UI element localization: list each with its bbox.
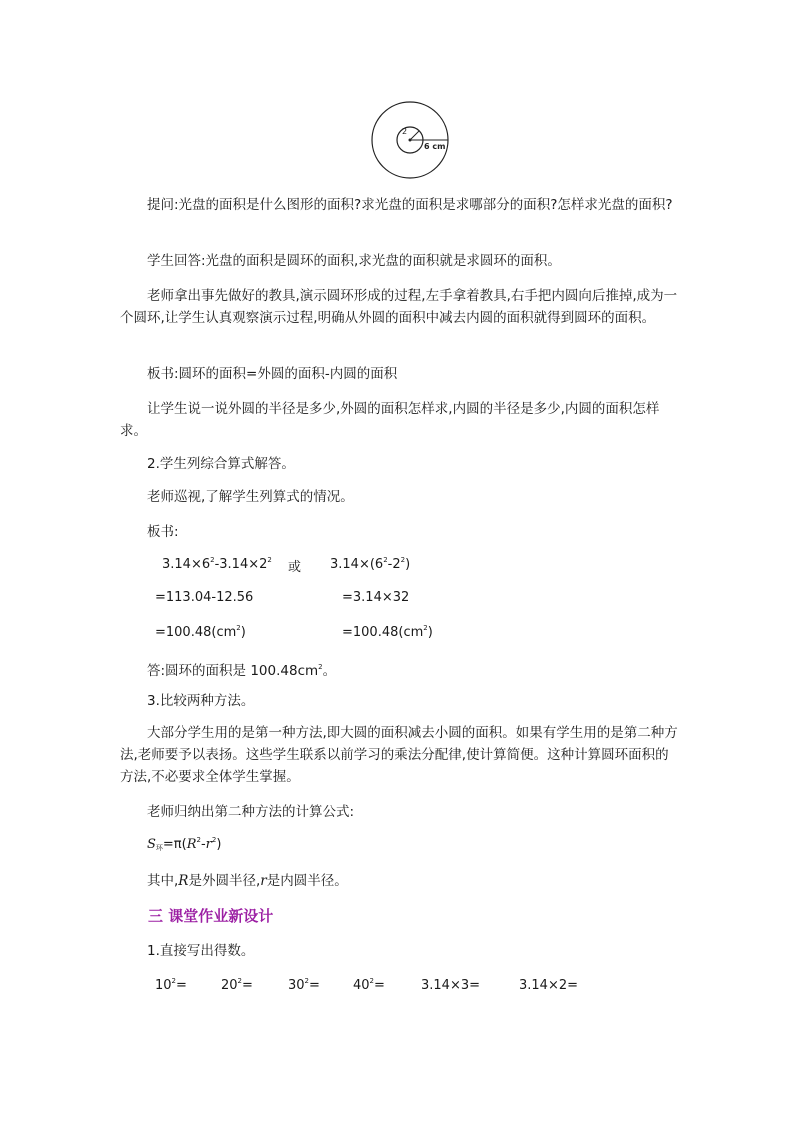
board-note-2: 板书: bbox=[147, 524, 179, 540]
step-2: 2.学生列综合算式解答。 bbox=[147, 456, 295, 472]
exercise-item: $40^2=$ bbox=[353, 977, 385, 993]
center-dot bbox=[409, 139, 412, 142]
exercise-item: $20^2=$ bbox=[221, 977, 253, 993]
step-3: 3.比较两种方法。 bbox=[147, 693, 255, 709]
inner-radius-line bbox=[410, 131, 419, 140]
calc-row-2-right: =3.14×32 bbox=[342, 590, 410, 605]
student-answer-paragraph: 学生回答:光盘的面积是圆环的面积,求光盘的面积就是求圆环的面积。 bbox=[147, 253, 561, 269]
annulus-figure bbox=[370, 100, 452, 182]
compare-paragraph: 大部分学生用的是第一种方法,即大圆的面积减去小圆的面积。如果有学生用的是第二种方法,老师要予以表扬。这些学生联系以前学习的乘法分配律,使计算简便。这种计算圆环面积的方法,不必要求全体学生掌握。 bbox=[120, 725, 678, 785]
calc-or-label: 或 bbox=[288, 560, 302, 575]
exercise-title: 1.直接写出得数。 bbox=[147, 943, 255, 959]
teacher-demo-paragraph: 老师拿出事先做好的教具,演示圆环形成的过程,左手拿着教具,右手把内圆向后推掉,成为一个圆环,让学生认真观察演示过程,明确从外圆的面积中减去内圆的面积就得到圆环的面积。 bbox=[120, 288, 678, 326]
exercise-item: 3.14×2= bbox=[519, 978, 579, 993]
exercise-item: 3.14×3= bbox=[421, 978, 481, 993]
annulus-formula: $S_环=\pi(R^2-r^2)$ bbox=[147, 836, 222, 852]
teacher-inspect-paragraph: 老师巡视,了解学生列算式的情况。 bbox=[147, 489, 354, 505]
calc-row-1-right: $3.14\times(6^2-2^2)$ bbox=[330, 556, 411, 572]
outer-radius-label: 6 cm bbox=[424, 142, 446, 151]
radius-explanation: 其中,R是外圆半径,r是内圆半径。 bbox=[147, 873, 348, 889]
discussion-paragraph: 让学生说一说外圆的半径是多少,外圆的面积怎样求,内圆的半径是多少,内圆的面积怎样求。 bbox=[120, 401, 660, 439]
section-heading: 三 课堂作业新设计 bbox=[148, 907, 274, 925]
calc-row-3-left: $=100.48(cm^2)$ bbox=[155, 624, 246, 640]
question-paragraph: 提问:光盘的面积是什么图形的面积?求光盘的面积是求哪部分的面积?怎样求光盘的面积? bbox=[147, 197, 673, 213]
summary-line: 老师归纳出第二种方法的计算公式: bbox=[147, 804, 355, 820]
board-note-1: 板书:圆环的面积=外圆的面积-内圆的面积 bbox=[147, 366, 398, 382]
answer-line: 答:圆环的面积是 $100.48cm^2$。 bbox=[147, 663, 337, 679]
calc-row-2-left: =113.04-12.56 bbox=[155, 590, 254, 605]
calc-row-3-right: $=100.48(cm^2)$ bbox=[342, 624, 433, 640]
exercise-item: $10^2=$ bbox=[155, 977, 187, 993]
exercise-item: $30^2=$ bbox=[288, 977, 320, 993]
inner-radius-label: 2 bbox=[402, 127, 408, 136]
calc-row-1-left: $3.14\times 6^2-3.14\times 2^2$ bbox=[162, 556, 272, 572]
